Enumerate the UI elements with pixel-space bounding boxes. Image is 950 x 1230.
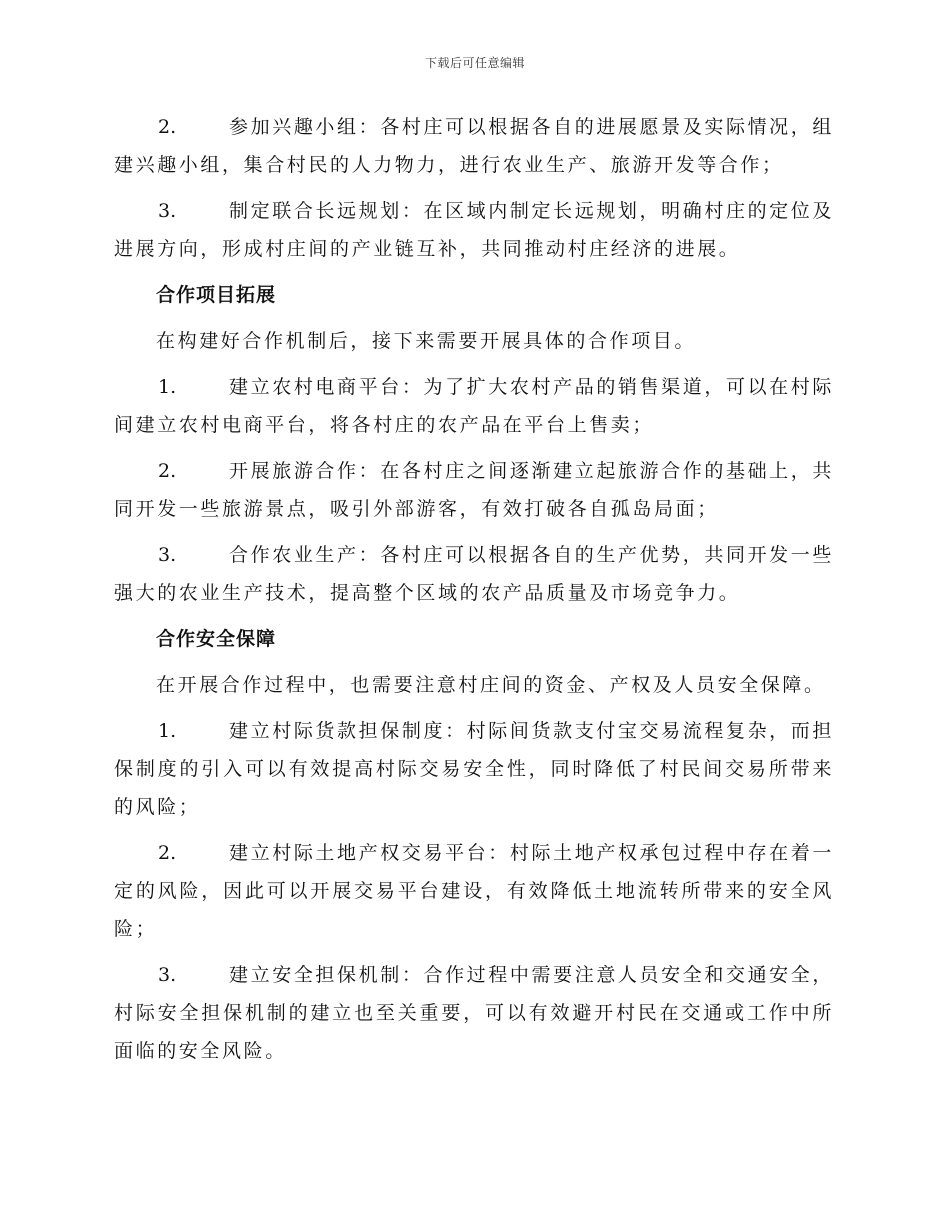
- list-number: 3.: [158, 964, 177, 986]
- list-number: 2.: [158, 460, 177, 482]
- list-text: 合作农业生产：各村庄可以根据各自的生产优势，共同开发一些强大的农业生产技术，提高整个区域的农产品质量及市场竞争力。: [114, 544, 834, 604]
- list-number: 2.: [158, 116, 177, 138]
- section-heading: 合作项目拓展: [156, 284, 277, 306]
- list-text: 制定联合长远规划：在区域内制定长远规划，明确村庄的定位及进展方向，形成村庄间的产业链互补，共同推动村庄经济的进展。: [114, 200, 834, 260]
- list-text: 建立村际货款担保制度：村际间货款支付宝交易流程复杂，而担保制度的引入可以有效提高村际交易安全性，同时降低了村民间交易所带来的风险；: [114, 720, 834, 818]
- section-heading: 合作安全保障: [156, 628, 277, 650]
- list-item: [114, 192, 834, 268]
- list-number: 1.: [158, 720, 177, 742]
- list-item: [114, 452, 834, 528]
- section-intro: 在构建好合作机制后，接下来需要开展具体的合作项目。: [156, 330, 697, 352]
- list-number: 1.: [158, 376, 177, 398]
- list-text: 建立安全担保机制：合作过程中需要注意人员安全和交通安全，村际安全担保机制的建立也至关重要，可以有效避开村民在交通或工作中所面临的安全风险。: [114, 964, 834, 1062]
- list-item: [114, 956, 834, 1070]
- page-header: 下载后可任意编辑: [424, 56, 525, 70]
- list-number: 3.: [158, 200, 177, 222]
- list-item: [114, 368, 834, 444]
- list-number: 2.: [158, 842, 177, 864]
- list-text: 建立农村电商平台：为了扩大农村产品的销售渠道，可以在村际间建立农村电商平台，将各村庄的农产品在平台上售卖；: [114, 376, 834, 436]
- list-text: 建立村际土地产权交易平台：村际土地产权承包过程中存在着一定的风险，因此可以开展交易平台建设，有效降低土地流转所带来的安全风险；: [114, 842, 834, 940]
- document-body: [114, 108, 834, 1078]
- list-number: 3.: [158, 544, 177, 566]
- list-text: 开展旅游合作：在各村庄之间逐渐建立起旅游合作的基础上，共同开发一些旅游景点，吸引外部游客，有效打破各自孤岛局面；: [114, 460, 834, 520]
- section-intro: 在开展合作过程中，也需要注意村庄间的资金、产权及人员安全保障。: [156, 674, 826, 696]
- list-item: [114, 712, 834, 826]
- list-text: 参加兴趣小组：各村庄可以根据各自的进展愿景及实际情况，组建兴趣小组，集合村民的人力物力，进行农业生产、旅游开发等合作；: [114, 116, 834, 176]
- list-item: [114, 834, 834, 948]
- list-item: [114, 536, 834, 612]
- list-item: [114, 108, 834, 184]
